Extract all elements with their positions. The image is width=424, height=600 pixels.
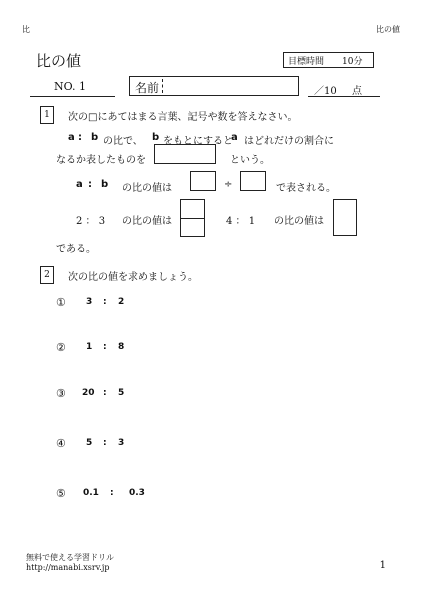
line4-ratio1: 2 ： 3	[76, 216, 106, 227]
fraction-line-1	[181, 218, 204, 219]
problem-right-1: 2	[118, 297, 125, 307]
problem-mark-5: ⑤	[56, 487, 66, 500]
target-time-value: 10分	[342, 57, 363, 67]
problem-left-5: 0.1	[83, 488, 99, 498]
section1-instruction: 次の□にあてはまる言葉、記号や数を答えなさい。	[68, 112, 298, 123]
line2-text1: なるか表したものを	[56, 155, 146, 166]
name-divider	[162, 79, 163, 93]
score-underline	[308, 96, 380, 97]
header-right: 比の値	[376, 25, 400, 34]
line1-text3: はどれだけの割合に	[244, 136, 334, 147]
line4-text1: の比の値は	[122, 216, 172, 227]
line4-text2: の比の値は	[274, 216, 324, 227]
problem-right-4: 3	[118, 438, 125, 448]
problem-mark-4: ④	[56, 437, 66, 450]
section1-number-box	[40, 106, 54, 124]
answer-box-ratio2[interactable]	[333, 199, 357, 236]
answer-box-dividend[interactable]	[190, 171, 216, 191]
line3-b: b	[101, 179, 109, 190]
page-number: 1	[379, 560, 386, 571]
name-label: 名前	[135, 81, 160, 95]
line3-text2: で表される。	[276, 183, 336, 194]
problem-right-2: 8	[118, 342, 125, 352]
worksheet-number: NO. 1	[54, 80, 86, 93]
section2-instruction: 次の比の値を求めましょう。	[68, 272, 198, 283]
line1-colon: :	[78, 132, 82, 143]
problem-right-3: 5	[118, 388, 125, 398]
line3-a: a	[76, 179, 83, 190]
line1-b2: b	[152, 132, 160, 143]
name-box[interactable]	[129, 76, 299, 96]
problem-colon-2: :	[103, 342, 107, 352]
line3-text1: の比の値は	[122, 183, 172, 194]
page-title: 比の値	[36, 52, 82, 70]
problem-mark-2: ②	[56, 341, 66, 354]
problem-left-2: 1	[86, 342, 93, 352]
answer-box-divisor[interactable]	[240, 171, 266, 191]
section2-number: 2	[44, 270, 50, 280]
score-unit: 点	[352, 86, 362, 97]
section2-number-box	[40, 266, 54, 284]
problem-left-4: 5	[86, 438, 93, 448]
number-underline	[30, 96, 115, 97]
line4-ratio2: 4 ： 1	[226, 216, 256, 227]
footer-brand: 無料で使える学習ドリル	[26, 553, 114, 562]
line1-text1: の比で、	[103, 136, 143, 147]
line3-divide: ÷	[224, 179, 233, 190]
problem-colon-4: :	[103, 438, 107, 448]
answer-box-term[interactable]	[154, 144, 216, 164]
line1-text2: をもとにすると	[163, 136, 233, 147]
line1-a: a	[68, 132, 75, 143]
problem-left-1: 3	[86, 297, 93, 307]
problem-colon-3: :	[103, 388, 107, 398]
line5-text: である。	[56, 244, 96, 255]
answer-fraction-box-1[interactable]	[180, 199, 205, 237]
line1-b: b	[91, 132, 99, 143]
problem-right-5: 0.3	[129, 488, 145, 498]
score-value: ／10	[314, 86, 337, 97]
line3-colon: :	[88, 179, 92, 190]
line1-a2: a	[231, 132, 238, 143]
target-time-box	[283, 52, 374, 68]
problem-colon-5: :	[110, 488, 114, 498]
problem-colon-1: :	[103, 297, 107, 307]
target-time-label: 目標時間	[288, 57, 325, 67]
section1-number: 1	[44, 110, 50, 120]
line2-text2: という。	[230, 155, 270, 166]
problem-mark-3: ③	[56, 387, 66, 400]
footer-url[interactable]: http://manabi.xsrv.jp	[26, 563, 110, 572]
header-left: 比	[22, 25, 30, 34]
problem-left-3: 20	[82, 388, 95, 398]
problem-mark-1: ①	[56, 296, 66, 309]
